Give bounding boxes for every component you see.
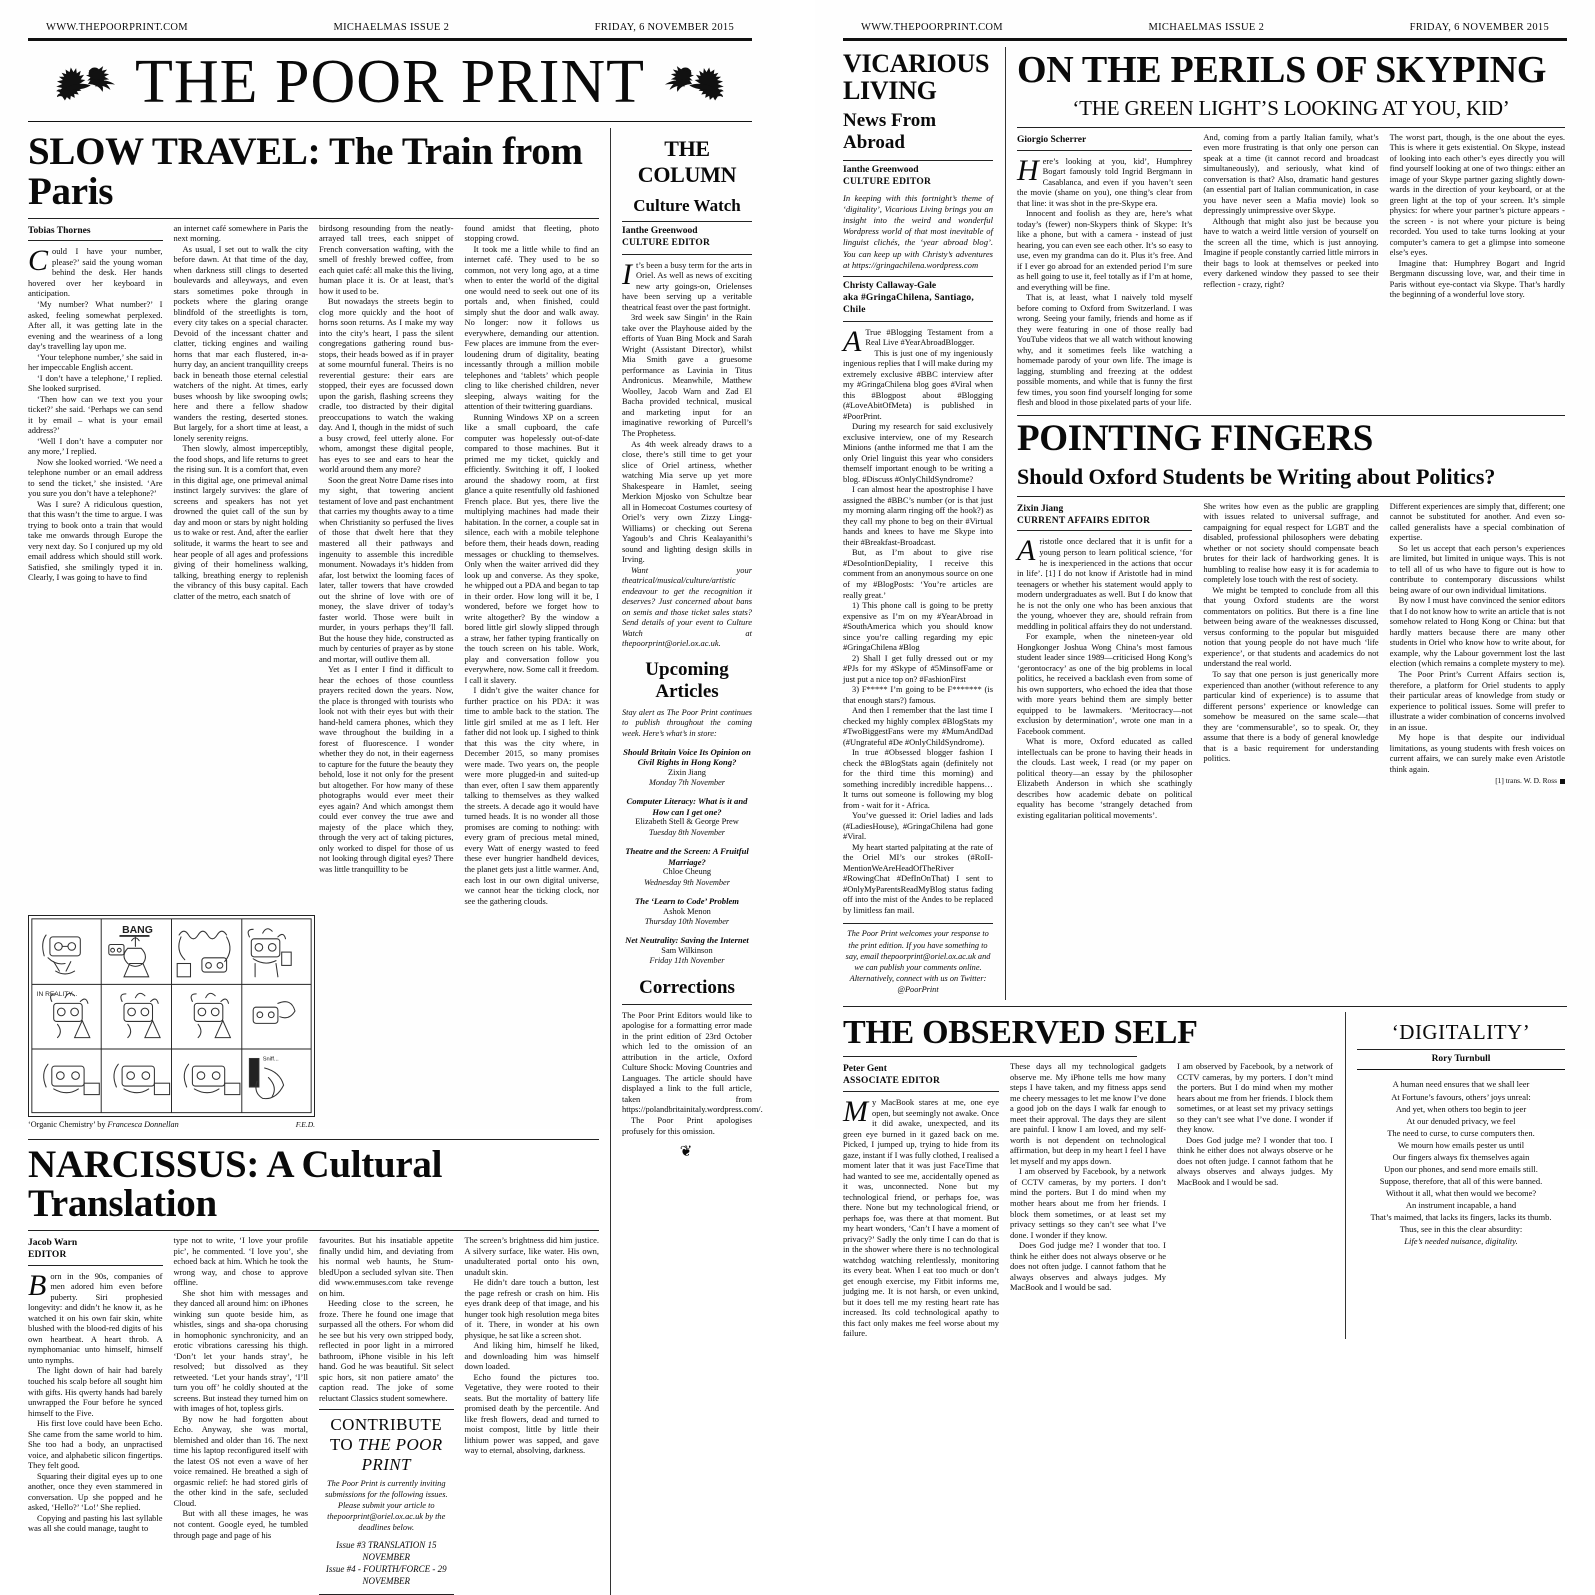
pointing-fingers-body (1017, 501, 1565, 821)
author-role: CURRENT AFFAIRS EDITOR (1017, 515, 1151, 526)
issue-date: FRIDAY, 6 NOVEMBER 2015 (594, 22, 734, 33)
para: My hope is that despite our individual limitations, as young students with fresh voices on current affairs, we can surely make even Aristotle think again. (1389, 732, 1565, 774)
comic-strip-svg (29, 916, 314, 1116)
para: I am observed by Facebook, by a network of CCTV cameras, by my porters. I don’t mind the porters. But I do mind when my mother hears about me from her friends. I block them sometimes, or at least set my privacy settings so they can’t see what I’ve done. I wonder if they know. (1177, 1061, 1333, 1135)
para: Yet as I enter I find it difficult to hear the echoes of those countless prayers recited down the years. Now, the place is thronged with tourists who look not with their eyes but with their hand-held camera phones, which they wave throughout the building in a forest of fluorescence. I wonder whether they do not, in their eagerness to capture for the future the beauty they behold, lose it not only for the present but altogether. For how many of these photographs would ever meet their eyes again? And which amongst them could ever convey the true awe and majesty of the place which they, through the very act of taking pictures, only worked to dispel for those of us not looking through digital eyes? There was little tranquillity to be (319, 664, 454, 874)
lion-rampant-icon (55, 56, 121, 108)
upcoming-author: Sam Wilkinson (661, 945, 713, 955)
headline-narcissus: NARCISSUS: A Cultural Translation (28, 1142, 443, 1226)
poem-line: At our denuded privacy, we feel (1406, 1115, 1516, 1126)
para: These days all my technological gadgets observe me. My iPhone tells me how many steps I have taken, and my fitness apps send me cheery messages to let me know I’ve done a good job on the days I walk far enough to meet their approval. The days they are silent are painful. I know I am loved, and my self-worth is not dependent on technological affirmation, but deep in my heart I feel I have let myself and my apps down. (1010, 1061, 1166, 1166)
para: Does God judge me? I wonder that too. I think he either does not always observe or he does not often judge. I cannot fathom that he always observes and always judges. My MacBook and I would be sad. (1177, 1134, 1333, 1187)
skyping-body (1017, 132, 1565, 408)
para: favourites. But his insatiable appetite finally undid him, and deviating from his normal web haunts, he Stum-bledUpon a secluded sylvan site. Then did www.emmuses.com take revenge on him. (319, 1235, 454, 1298)
para: So let us accept that each person’s experiences are limited, but limited in unique ways. This is not to tell all of us who have to figure out is how to contribute to contemporary discussions whilst being aware of our own individual limitations. (1389, 542, 1565, 595)
pointing-column-2 (1203, 501, 1378, 821)
byline-ianthe-greenwood (622, 226, 752, 250)
masthead-rule (28, 121, 752, 122)
skyping-column-1 (1017, 132, 1192, 408)
byline-rory-turnbull: Rory Turnbull (1431, 1053, 1491, 1064)
dropcap: B (28, 1268, 47, 1302)
upcoming-title: Net Neutrality: Saving the Internet (625, 935, 749, 946)
headline-pointing-fingers: POINTING FINGERS (1017, 418, 1374, 459)
upcoming-author: Chloe Cheung (662, 867, 712, 877)
para: By now I must have convinced the senior editors that I do not know how to write an article that is not somehow related to Hong Kong or China: but that hardly matters because there are many other students in Oriel who know how to write about, for example, why the Labour government lost the last election (which remains a complete mystery to me). (1389, 595, 1565, 669)
fleuron-ornament-icon: ❦ (679, 1144, 695, 1161)
para: Although that might also just be because you have to watch a weird little version of yourself on the screen all the time, which is just annoying. Imagine if people constantly carried little mirrors in their bags to look at themselves or peeked into every darkened window they passed to see their reflection - crazy, right? (1203, 215, 1379, 289)
pointing-column-1 (1017, 501, 1192, 821)
poem-line: Upon our phones, and send more emails still. (1384, 1163, 1538, 1174)
issue-label: MICHAELMAS ISSUE 2 (333, 22, 450, 33)
para: The Poor Print Editors would like to apologise for a formatting error made in the print edition of 23rd October which led to the omission of an attribution in the article, Oxford Culture Shock: Moving Countries and Languages. The article should have displayed a link to the full article, taken from https://polandbritainitaly.wordpress.com/. (622, 1009, 763, 1115)
slow-travel-body (28, 223, 599, 907)
para: ristotle once declared that it is unfit for a young person to learn political science, ‘for he is inexperienced in the actions that occur in life’. [1] I do not know if Aristotle had in mind teenagers or whether his statement would apply to modern undergraduates as well. But I do know that he is not the only one who has been anxious that the young, whoever they are, should refrain from meddling in political affairs they do not understand. (1017, 536, 1193, 631)
upcoming-title: The ‘Learn to Code’ Problem (635, 896, 739, 907)
upcoming-date: Friday 11th November (649, 956, 725, 966)
para: ‘Your telephone number,’ she said in her impeccable English accent. (28, 351, 163, 373)
para: That is, at least, what I naively told myself before coming to Oxford from Switzerland. I was wrong. Seeing your family, friends and home as if they were featuring in one of those really bad YouTube videos that we all watch without knowing why, and it sometimes feels like watching a homemade parody of your own life. The image is lagging, stumbling and freezing at the oddest possible moments, and while that is funny the first few times, you soon find yourself longing for some flesh and blood in those pixelated parts of your life. (1017, 292, 1193, 408)
para: Running Windows XP on a screen like a small cupboard, the cafe computer was hopelessly out-of-date compared to those machines. But it primed me my ticket, quickly and efficiently. Switching it off, I looked around the shadowy room, at first glance a quite resentfully old fashioned French place. But yes, there live the multiplying machines had made their habitation. In the corner, a couple sat in silence, each with a mobile telephone before them, their heads down, reading messages or chuckling to themselves. Only when the waiter arrived did they look up and converse. As they spoke, he whipped out a PDA and began to tap in their order. How long will it be, I wondered, before we forget how to write altogether? By the window a bored little girl slowly slipped through a straw, her father typing frantically on the touch screen on his table. Work, play and conversation follow you everywhere, now. Some call it freedom. I call it slavery. (464, 411, 599, 685)
author-role: ASSOCIATE EDITOR (843, 1076, 941, 1087)
poem-line: Suppose, therefore, that all of this were banned. (1379, 1175, 1543, 1186)
para: And liking him, himself he liked, and downloading him was himself down loaded. (464, 1340, 599, 1372)
svg-text:Sniff...: Sniff... (262, 1056, 279, 1063)
upcoming-author: Ashok Menon (663, 906, 711, 916)
para: He didn’t dare touch a button, lest the page refresh or crash on him. His eyes drank deep of that image, and his hunger took high resolution mega bites of it. There, in wonder at his own physique, he sat like a screen shot. (464, 1277, 599, 1340)
contribute-issue: Issue #3 TRANSLATION 15 NOVEMBER (336, 1539, 437, 1563)
author-role: CULTURE EDITOR (622, 237, 711, 248)
para: The Poor Print’s Current Affairs section is, therefore, a platform for Oriel students to apply their particular areas of knowledge from study or experience to political issues. Some will prefer to illustrate a wider combination of concerns involved in an issue. (1389, 668, 1565, 732)
author-name: Christy Callaway-Gale (843, 280, 937, 291)
upcoming-date: Tuesday 8th November (648, 827, 726, 837)
upcoming-item[interactable] (622, 896, 752, 927)
observed-column-2 (1010, 1061, 1166, 1339)
upcoming-date: Thursday 10th November (644, 917, 730, 927)
website-url: WWW.THEPOORPRINT.COM (46, 22, 188, 33)
para: ould I have your number, please?’ said the young woman behind the desk. Her hands hovered over her keyboard in anticipation. (28, 246, 163, 299)
right-page (815, 0, 1595, 1339)
cartoon-caption (28, 1120, 315, 1129)
byline-ianthe-greenwood (843, 165, 993, 189)
response-note: The Poor Print welcomes your response to the print edition. If you have something to say, email thepoorprint@oriel.ox.ac.uk and we can publish your comments online. Alternatively, connect with us on Twitter: @PoorPrint (845, 929, 991, 995)
para: It took me a little while to find an internet café. They used to be so common, not very long ago, at a time when to enter the world of the digital one would need to seek out one of its portals and, when finished, could simply shut the door and walk away. No longer: now it follows us everywhere, demanding our attention. Few places are immune from the ever-loudening drum of digitality, beating incessantly through a million mobile telephones and ‘tablets’ which people cling to like cherished children, never sleeping, always waiting for the attention of their twittering guardians. (464, 243, 599, 412)
author-name: Ianthe Greenwood (622, 226, 698, 236)
header-rule (28, 38, 752, 41)
contribute-box (319, 1409, 454, 1594)
cartoon-artist: Francesca Donnellan (107, 1119, 179, 1129)
narcissus-column-1 (28, 1235, 163, 1594)
para: Was I sure? A ridiculous question, that this wasn’t the time to argue. I was trying to book onto a train that would take me onwards through Europe the very next day. So I conjured up my old email address which should still work. Satisfied, she smilingly typed it in. Clearly, I was going to have to find (28, 498, 163, 583)
dropcap: I (622, 257, 632, 291)
para: ere’s looking at you, kid’, Humphrey Bogart famously told Ingrid Bergmann in Casablanca, and even if you haven’t seen the movie (shame on you), one thing’s clear from that line: it was shot in the pre-Skype era. (1017, 155, 1193, 208)
byline-giorgio-scherrer: Giorgio Scherrer (1017, 134, 1087, 145)
narcissus-column-2 (174, 1235, 309, 1594)
author-role: EDITOR (28, 1249, 67, 1260)
upcoming-title: Should Britain Voice Its Opinion on Civil Rights in Hong Kong? (623, 746, 751, 768)
para: By now he had forgotten about Echo. Anyway, she was mortal, blemished and older than 16. The next time his laptop reconfigured itself with the latest OS not even a wave of her voice remained. He breathed a sigh of orgasmic relief: he had stored girls of the other kind in the safe, secluded Cloud. (173, 1413, 308, 1508)
para: orn in the 90s, companies of men adored him even before puberty. Siri prophesied longevity: and didn’t he know it, as he watched it on his own fair skin, white blushed with the blood-red digits of his own heartbeat. A heart throb. A nymphomaniac unto himself, himself unto nymphs. (28, 1270, 163, 1365)
dropcap: C (28, 244, 49, 278)
author-name: Ianthe Greenwood (843, 165, 919, 176)
upcoming-author: Zixin Jiang (668, 767, 706, 777)
cartoon-organic-chemistry (28, 915, 315, 1117)
poem-line: Without it all, what then would we become? (1385, 1188, 1537, 1199)
subhead-green-light: ‘THE GREEN LIGHT’S LOOKING AT YOU, KID’ (1072, 95, 1510, 120)
upcoming-item[interactable] (622, 935, 752, 966)
para: I can almost hear the apostrophise I have assigned the #BBC’s number (or is that just my morning alarm ringing off the hook?) as they call my phone to beg on their #Virtual hands and knees to have me Skype into their #Breakfast-Broadcast. (843, 484, 993, 547)
poem-line: Thus, see in this the clear absurdity: (1399, 1224, 1523, 1235)
cartoon-signature: F.E.D. (295, 1119, 315, 1129)
author-name: Zixin Jiang (1017, 503, 1064, 514)
column-4 (465, 223, 600, 907)
para: Heeding close to the screen, he froze. There he found one image that surpassed all the others. For whom did he see but his very own stripped body, reflected in poor light in a mirrored bathroom, iPhone visible in his left hand. God he was beautiful. Sit select spic hors, sit non patiere amato’ the caption read. The joke of some reluctant Classics student somewhere. (319, 1298, 454, 1403)
author-name: Jacob Warn (28, 1238, 78, 1249)
para: ‘Then how can we text you your ticket?’ she said. ‘Perhaps we can send it by email – what is your email address?’ (28, 393, 163, 436)
para: 2) Shall I get fully dressed out or my #PJs for my #Skype of #5MinsofFame or just put a nice top on? #FashionFirst (843, 652, 993, 684)
para: Want your theatrical/musical/culture/artistic endeavour to get the recognition it deserves? Just concerned about bans on semis and those ticket sales stats? Send details of your event to Culture Watch at thepoorprint@oriel.ox.ac.uk. (622, 564, 752, 649)
headline-vicarious-living: VICARIOUS LIVING (843, 49, 990, 105)
dropcap: A (1017, 534, 1036, 568)
para: an internet café somewhere in Paris the next morning. (173, 222, 308, 244)
author-role: CULTURE EDITOR (843, 176, 932, 187)
column-1 (28, 223, 163, 907)
poem-title-digitality: ‘DIGITALITY’ (1391, 1019, 1531, 1044)
page-gutter (780, 0, 815, 1129)
corrections-title: Corrections (639, 976, 735, 998)
poem-line: Our fingers always fix themselves again (1392, 1151, 1530, 1162)
para: 3rd week saw Singin’ in the Rain take over the Playhouse aided by the efforts of Yuan Bing Mock and Sarah Wright (Assistant Director), whilst Mia Smith gave a gruesome performance as Lavinia in Titus Andronicus. Meanwhile, Matthew Woolley, Jacob Warn and Zad El Bacha provided technical, musical and marketing input for an imaginative reworking of Purcell’s The Prophetess. (622, 312, 752, 438)
pointing-column-3 (1390, 501, 1565, 821)
digitality-section (1345, 1012, 1565, 1339)
upcoming-item[interactable] (622, 796, 752, 838)
para: But nowadays the streets begin to clog more quickly and the hoot of horns soon returns. As I make my way into the city’s heart, I pass the silent congregations gathering round bus-stops, their heads bowed as if in prayer at some mournful funeral. Theirs is no reverential gesture: their ears are stopped, their eyes are focussed down upon the garish, flashing screens they cradle, too distracted by their digital preoccupations to watch the waking day. And I, though in the midst of such a busy crowd, feel utterly alone. For whom, amongst these digital people, has eyes to see and ears to hear the world around them any more? (319, 296, 454, 475)
the-column-subtitle: Culture Watch (633, 196, 741, 215)
para: I didn’t give the waiter chance for further practice on his PDA: it was time to amble back to the station. The little girl smiled at me as I left. Her father did not look up. I sighed to think that this was the city where, in December 2015, so many promises were made. Two years on, the people were more plugged-in and suited-up than ever, often I saw them apparently talking to themselves as they walked the streets. A decade ago it would have turned heads. It is no wonder all those promises are coming to nothing: with every gram of precious metal mined, every Watt of energy wasted to feed these ever hungrier handheld devices, the planet gets just a little warmer. And, each lost in our own digital universe, we cannot hear the ticking clock, nor see the gathering clouds. (464, 685, 599, 906)
poem-line: Life’s needed nuisance, digitality. (1404, 1236, 1518, 1247)
para: Echo found the pictures too. Vegetative, they were rooted to their seats. But the mortality of battery life promised death by the percentile. And like fresh flowers, dead and turned to moist compost, little by little their lithium power was sapped, and gave way to eternal, absolving, darkness. (464, 1371, 599, 1456)
svg-text:BANG: BANG (122, 925, 153, 937)
para: In true #Obsessed blogger fashion I check the #BlogStats again (definitely not for the third time this morning) and something incredibly incredible happens… It turns out someone is following my blog from - wait for it - Africa. (843, 747, 993, 810)
para: ‘Well I don’t have a computer nor any more,’ I replied. (28, 435, 163, 457)
vicarious-living-section (843, 47, 993, 1000)
para: True #Blogging Testament from a Real Live #YearAbroadBlogger. (865, 326, 993, 348)
para: Does God judge me? I wonder that too. I think he either does not always observe or he does not often judge. I cannot fathom that he always observes and always judges. My MacBook and I would be sad. (1010, 1240, 1166, 1293)
masthead (28, 47, 752, 121)
para: birdsong resounding from the neatly-arrayed tall trees, each snippet of French conversation wafting, with the smell of freshly brewed coffee, from each quiet café: all make this the living, human place it is. Or at least, that’s how it used to be. (319, 222, 454, 296)
para: You’ve guessed it: Oriel ladies and lads (#LadiesHouse), #GringaChilena had gone #Viral. (843, 810, 993, 842)
contribute-paper-name: THE POOR PRINT (357, 1435, 443, 1475)
end-mark-icon (1560, 779, 1565, 784)
para: She writes how even as the public are grappling with issues related to universal suffrage, and campaigning for equal respect for LGBT and the disabled, professional philosophers were debating whether or not society should compensate beach brutes for their lack of hardworking genes. It is humbling to realise how easy it is for academia to completely lose touch with the rest of society. (1203, 500, 1379, 585)
poem-line: That’s maimed, that lacks its fingers, lacks its thumb. (1370, 1212, 1552, 1223)
slow-travel-tail (326, 910, 599, 1133)
para: And, coming from a partly Italian family, what’s even more frustrating is that only one person can speak at a time (it cannot record and broadcast simultaneously), and seriously, what kind of conversation is that? Also, dramatic hand gestures (an essential part of Italian communication, in case you have never seen a Mafia movie) look so depressingly unimpressive over Skype. (1203, 131, 1379, 216)
narcissus-body (28, 1235, 599, 1594)
para: And then I remember that the last time I checked my highly complex #BlogStats my #TwoBiggestFans were my #MumAndDad (#Ungrateful #De #OnlyChildSyndrome). (843, 705, 993, 747)
para: This is just one of my ingeniously ingenious replies that I will make during my extremely exclusive #BBC interview after my #GringaChilena blog goes #Viral when this #Blogpost about #Blogging (#LoveAbitOfMeta) is published in #PoorPrint. (843, 347, 993, 421)
byline-jacob-warn (28, 1238, 163, 1262)
poem-line: At Fortune’s favours, others’ joys unreal: (1391, 1091, 1531, 1102)
poem-line: An instrument incapable, a hand (1405, 1200, 1517, 1211)
byline-tobias-thornes: Tobias Thornes (28, 225, 91, 236)
dropcap: A (843, 324, 862, 358)
footnote: [1] trans. W. D. Ross (1495, 776, 1557, 786)
contribute-intro: The Poor Print is currently inviting submissions for the following issues. Please submit your article to thepoorprint@oriel.ox.ac.uk by the deadlines below. (324, 1479, 448, 1533)
upcoming-item[interactable] (622, 747, 752, 789)
para: y MacBook stares at me, one eye open, but seemingly not awake. Once it did awake, unexpected, and its green eye burned in it gazed back on me. Picked, I jumped up, trying to hide from its gaze, instant if I was fully clothed, I realised a moment later that it was just FaceTime that had wanted to see me, accidentally opened as it was, unconnected. None but my technological friend, or perhaps foe, was there. None but my technological friend, or perhaps foe, was there at that moment. But my heart wonders, ‘Can’t I have a moment of privacy?’ Sadly the only time I can do that is in the shower where there is no technological watchdog watching relentlessly, monitoring its every beat. When I eat too much or don’t get enough exercise, my Fitbit informs me, judging me. It is not harsh, or even unkind, but it does tell me my resting heart rate has increased. Its cold technological apathy to this fact only makes me feel worse about my failure. (843, 1097, 999, 1339)
upcoming-title: Computer Literacy: What is it and How can I get one? (626, 796, 748, 817)
upcoming-item[interactable] (622, 846, 752, 888)
para: But with all these images, he was not content. Google eyed, he tumbled through page and page of his (173, 1508, 308, 1540)
headline-slow-travel: SLOW TRAVEL: The Train from Paris (28, 130, 583, 213)
para: type not to write, ‘I love your profile pic’, he commented. ‘I love you’, she echoed back at him. Which he took the wrong way, and chose to approve offline. (173, 1235, 308, 1288)
para: What is more, Oxford educated as called intellectuals can be prone to having their heads in the clouds. Last week, I read (or my paper on political theory—an essay by the philosopher Elizabeth Anderson in which she scathingly describes how academic debate on political equality has become ‘strangely detached from existing egalitarian political movements’. (1017, 736, 1193, 820)
poem-line: And yet, when others too begin to jeer (1395, 1103, 1527, 1114)
lion-rampant-icon (659, 56, 725, 108)
para: 3) F***** I’m going to be F******* (is that enough stars?) famous. (843, 684, 993, 705)
para: We might be tempted to conclude from all this that young Oxford students are the worst commentators on politics. But there is a fine line between being aware of the weaknesses discussed, versus conforming to the popular but misguided notion that young people do not have much ‘life experience’, or that students and academics do not understand the real world. (1203, 584, 1379, 669)
contribute-issue: Issue #4 - FOURTH/FORCE - 29 NOVEMBER (325, 1564, 447, 1587)
website-url: WWW.THEPOORPRINT.COM (861, 22, 1003, 33)
para: The light down of hair had barely touched his scalp before all sought him with gifts. His qwerty hands had barely unwrapped the Four before he synced himself to the Five. (28, 1365, 163, 1418)
headline-skyping: ON THE PERILS OF SKYPING (1017, 49, 1547, 91)
para: Now she looked worried. ‘We need a telephone number or an email address to send the ticket,’ she insisted. ‘Are you sure you don’t have a telephone?’ (28, 456, 163, 499)
observed-column-3 (1177, 1061, 1333, 1339)
para: 1) This phone call is going to be pretty expensive as I’m on my #YearAbroad in #SouthAmerica which you should know since you’re calling regarding my epic #GringaChilena #Blog (843, 600, 993, 653)
para: Copying and pasting his last syllable was all she could manage, taught to (28, 1512, 163, 1534)
skyping-column-3 (1390, 132, 1565, 408)
para: During my research for said exclusively exclusive interview, one of my Research Minions (anthe informed me that I am the only Oriel linguist this year who considers themself important enough to be writing a blog. #Discuss #OnlyChildSyndrome? (843, 421, 993, 484)
the-column-rail (610, 128, 763, 1595)
para: The Poor Print apologises profusely for this omission. (622, 1114, 752, 1136)
issue-label: MICHAELMAS ISSUE 2 (1148, 22, 1265, 33)
para: ‘I don’t have a telephone,’ I replied. She looked surprised. (28, 372, 163, 394)
poem-line: A human need ensures that we shall leer (1392, 1079, 1530, 1090)
para: But, as I’m about to give rise #DesoIntionDepiality, I receive this comment from an anonymous source on one of my #BlogPosts: ‘You’re articles are really great.’ (843, 547, 993, 600)
para: found amidst that fleeting, photo stopping crowd. (464, 222, 599, 244)
column-3 (319, 223, 454, 907)
para: The screen’s brightness did him justice. A silvery surface, like water. His own, unadulterated portal onto his own, unadult skin. (464, 1235, 599, 1277)
para: For example, when the nineteen-year old Hongkonger Joshua Wong China’s most famous student leader since 1989—criticised Hong Kong’s ‘gerontocracy’ as one of the big problems in local politics, he received a backlash even from some of his own supporters, who echoed the idea that those with more years behind them are simply better equipped to be lawmakers. ‘Meritocracy—not exclusion by determination’, wrote one man in a Facebook comment. (1017, 631, 1193, 736)
upcoming-date: Wednesday 9th November (644, 877, 730, 887)
subhead-pointing-fingers: Should Oxford Students be Writing about Politics? (1017, 463, 1496, 489)
skyping-column-2 (1203, 132, 1378, 408)
the-column-title: THE COLUMN (637, 136, 737, 187)
para: ‘My number? What number?’ I asked, feeling somewhat perplexed. After all, it was getting late in the evening and the weariness of a long day’s travelling lay upon me. (28, 298, 163, 352)
headline-observed-self: THE OBSERVED SELF (843, 1013, 1198, 1051)
upcoming-intro: Stay alert as The Poor Print continues to publish throughout the coming week. Here’s what’s in store: (622, 707, 752, 739)
author-alias: aka #GringaChilena, Santiago, Chile (843, 292, 974, 315)
right-main-zone (1005, 47, 1565, 1000)
para: Then slowly, almost imperceptibly, the food shops, and life returns to greet the rising sun. It is a comfort that, even in this digital age, one primeval animal instinct largely survives: the glare of screens and speakers has not yet drowned the quiet call of the sun by day and moon or stars by night holding us to wake or rest. And, after the earlier solitude, it warms the heart to see and hear people of all ages and professions giving of their homeliness walking, talking, breathing energy to replenish the vibrancy of this busy capital. Each clatter of the metro, each snatch of (173, 443, 308, 601)
upcoming-title: Theatre and the Screen: A Fruitful Marriage? (625, 846, 749, 867)
masthead-title: THE POOR PRINT (134, 48, 646, 116)
standfirst: In keeping with this fortnight’s theme of ‘digitality’, Vicarious Living brings you an insight into the weird and wonderful Wordpress world of that most inevitable of linguist clichés, the ‘year abroad blog’. You can keep up with Christy’s adventures at https://gringachilena.wordpress.com (843, 192, 993, 270)
dropcap: H (1017, 153, 1039, 187)
observed-self-body (843, 1061, 1333, 1339)
para: Different experiences are simply that, different; one cannot be substituted for another. And even so-called generalists have a special combination of expertise. (1389, 500, 1565, 543)
para: I am observed by Facebook, by a network of CCTV cameras, by my porters. I don’t mind the porters. But I do mind when my mother hears about me from her friends. I block them sometimes, or at least set my privacy settings so they can’t see what I’ve done. I wonder if they know. (1010, 1166, 1166, 1240)
para: t’s been a busy term for the arts in Oriel. As well as news of exciting new arty goings-on, Orielenses have been serving up a veritable theatrical feast over the past fortnight. (622, 259, 752, 312)
para: His first love could have been Echo. She came from the same world to him. She too had a body, an unpractised voice, and alphabetic silicon fingertips. They felt good. (28, 1418, 163, 1471)
para: She shot him with messages and they danced all around him: on iPhones winking sun quote beside him, as whistles, sings and sha-opa chorusing in homophonic synchronicity, and an erotic vibrations caressing his thigh. ‘Don’t let your hands stray’, he resolved; but dissolved as they retweeted. ‘Let your hands stray’, ‘I’ll turn you off’ he coldly shouted at the screens. But instead they turned him on with images of hot, topless girls. (173, 1287, 308, 1414)
subhead-news-from-abroad: News From Abroad (843, 110, 937, 154)
narcissus-column-4 (465, 1235, 600, 1594)
running-head-left (28, 22, 752, 38)
observed-column-1 (843, 1061, 999, 1339)
para: The worst part, though, is the one about the eyes. This is where it gets existential. On Skype, instead of looking into each other’s eyes directly you will find yourself looking at one of two things: either an image of your Skype partner gazing slightly down-wards in the direction of your keyboard, or at the green light at the top of your screen. It’s simple physics: for where your partner’s picture appears - the screen - is not where your picture is being recorded. You used to take turns looking at your computer’s camera to get a glimpse into someone else’s eyes. (1389, 131, 1565, 258)
contribute-title: CONTRIBUTE TO THE POOR PRINT (329, 1415, 443, 1475)
dropcap: M (843, 1095, 868, 1129)
byline-christy-callaway-gale (843, 281, 993, 317)
para: Squaring their digital eyes up to one another, once they even stammered in conversation. Up she popped and he asked, ‘Hello?’ ‘Lo!’ She replied. (28, 1470, 163, 1513)
narcissus-column-3 (319, 1235, 454, 1594)
left-page (0, 0, 780, 1587)
para: To say that one person is just generically more experienced than another (without reference to any particular kind of experience) is to assume that different persons’ experience or knowledge can somehow be measured on the same scale—that they are ‘commensurable’, so to speak. Or, they assume that there is a body of general knowledge that is a basic requirement for understanding politics. (1203, 668, 1379, 764)
caption-prefix: ‘Organic Chemistry’ by (28, 1119, 108, 1129)
upcoming-date: Monday 7th November (648, 778, 726, 788)
poem-line: The need to curse, to curse computers then. (1387, 1127, 1535, 1138)
upcoming-articles-title: Upcoming Articles (645, 658, 729, 702)
column-2 (174, 223, 309, 907)
byline-zixin-jiang (1017, 504, 1192, 528)
para: Imagine that: Humphrey Bogart and Ingrid Bergmann discussing love, war, and their time in Paris without eye-contact via Skype. That’s hardly the beginning of a wonderful love story. (1389, 257, 1565, 300)
observed-self-section (843, 1012, 1333, 1339)
para: Soon the great Notre Dame rises into my sight, that towering ancient testament of love and past enchantment that carries my thoughts away to a time when Christianity so perfused the lives of those that dwelt here that they mastered all their pathways and ingenuity to assemble this incredible monument. Nowadays it’s hidden from afar, lost betwixt the looming faces of later, taller towers that have crowded out the shrine of love with ore of money, the slave driver of today’s faster world. Those were built in murder, in yours perhaps they’ll fall. But the house they hide, constructed as much by centuries of prayer as by stone and mortar, will outlive them all. (319, 474, 454, 664)
header-rule (843, 38, 1567, 41)
para: Innocent and foolish as they are, here’s what today’s (fewer) non-Skypers think of Skype: It’s like a phone, but with a camera - instead of just hearing, you can even see each other. It’s so easy to use, even my grandma can do it. Plus it’s free. And if I ever go abroad for an extended period I’m sure as hell going to use it, feel totally as if I’m at home, and everything will be fine. (1017, 208, 1193, 292)
upcoming-author: Elizabeth Stell & George Prew (635, 817, 739, 827)
para: As 4th week already draws to a close, there’s still time to get your slice of Oriel artiness, whether watching Mia serve up yet more Shakespeare in Hamlet, seeing Merkion Mjosko von Schultze bear all in Homecoat Costumes courtesy of Oriel’s very own Zizzy Lingg-Williams) or checking out Serena Yagoub’s and Chris Kealayanithi’s sound and lighting design skills in Irving. (622, 438, 752, 565)
running-head-right (843, 22, 1567, 38)
author-name: Peter Gent (843, 1064, 887, 1075)
para: As usual, I set out to walk the city before dawn. At that time of the day, when darkness still clings to deserted boulevards and alleyways, and even stars sometimes poke through in pockets where the glaring orange blindfold of the streetlights is torn, every city takes on a special character. Devoid of the incessant chatter and clatter, ticking engines and wailing horns that mar each flustered, in-a-hurry day, an ancient tranquillity creeps back in beneath those eternal celestial watchers of the night. At times, early buses whoosh by like swooping owls; here and there a fellow shadow wanders the resting, deserted stones. But largely, for a short time at least, a lonely serenity reigns. (173, 243, 308, 443)
poem-digitality (1357, 1078, 1565, 1247)
para: My heart started palpitating at the rate of the Oriel MI’s our strokes (#RoII-MentionWeAreHeadOfTheRiver #RowingChat #DefInOnThat) I sent to #OnlyMyParentsReadMyBlog status fading off into the mist of the Andes to be replaced by limitless fan mail. (843, 841, 993, 915)
svg-text:IN REALITY...: IN REALITY... (36, 990, 78, 998)
issue-date: FRIDAY, 6 NOVEMBER 2015 (1409, 22, 1549, 33)
poem-line: We mourn how emails pester us until (1397, 1139, 1525, 1150)
byline-peter-gent (843, 1064, 999, 1088)
